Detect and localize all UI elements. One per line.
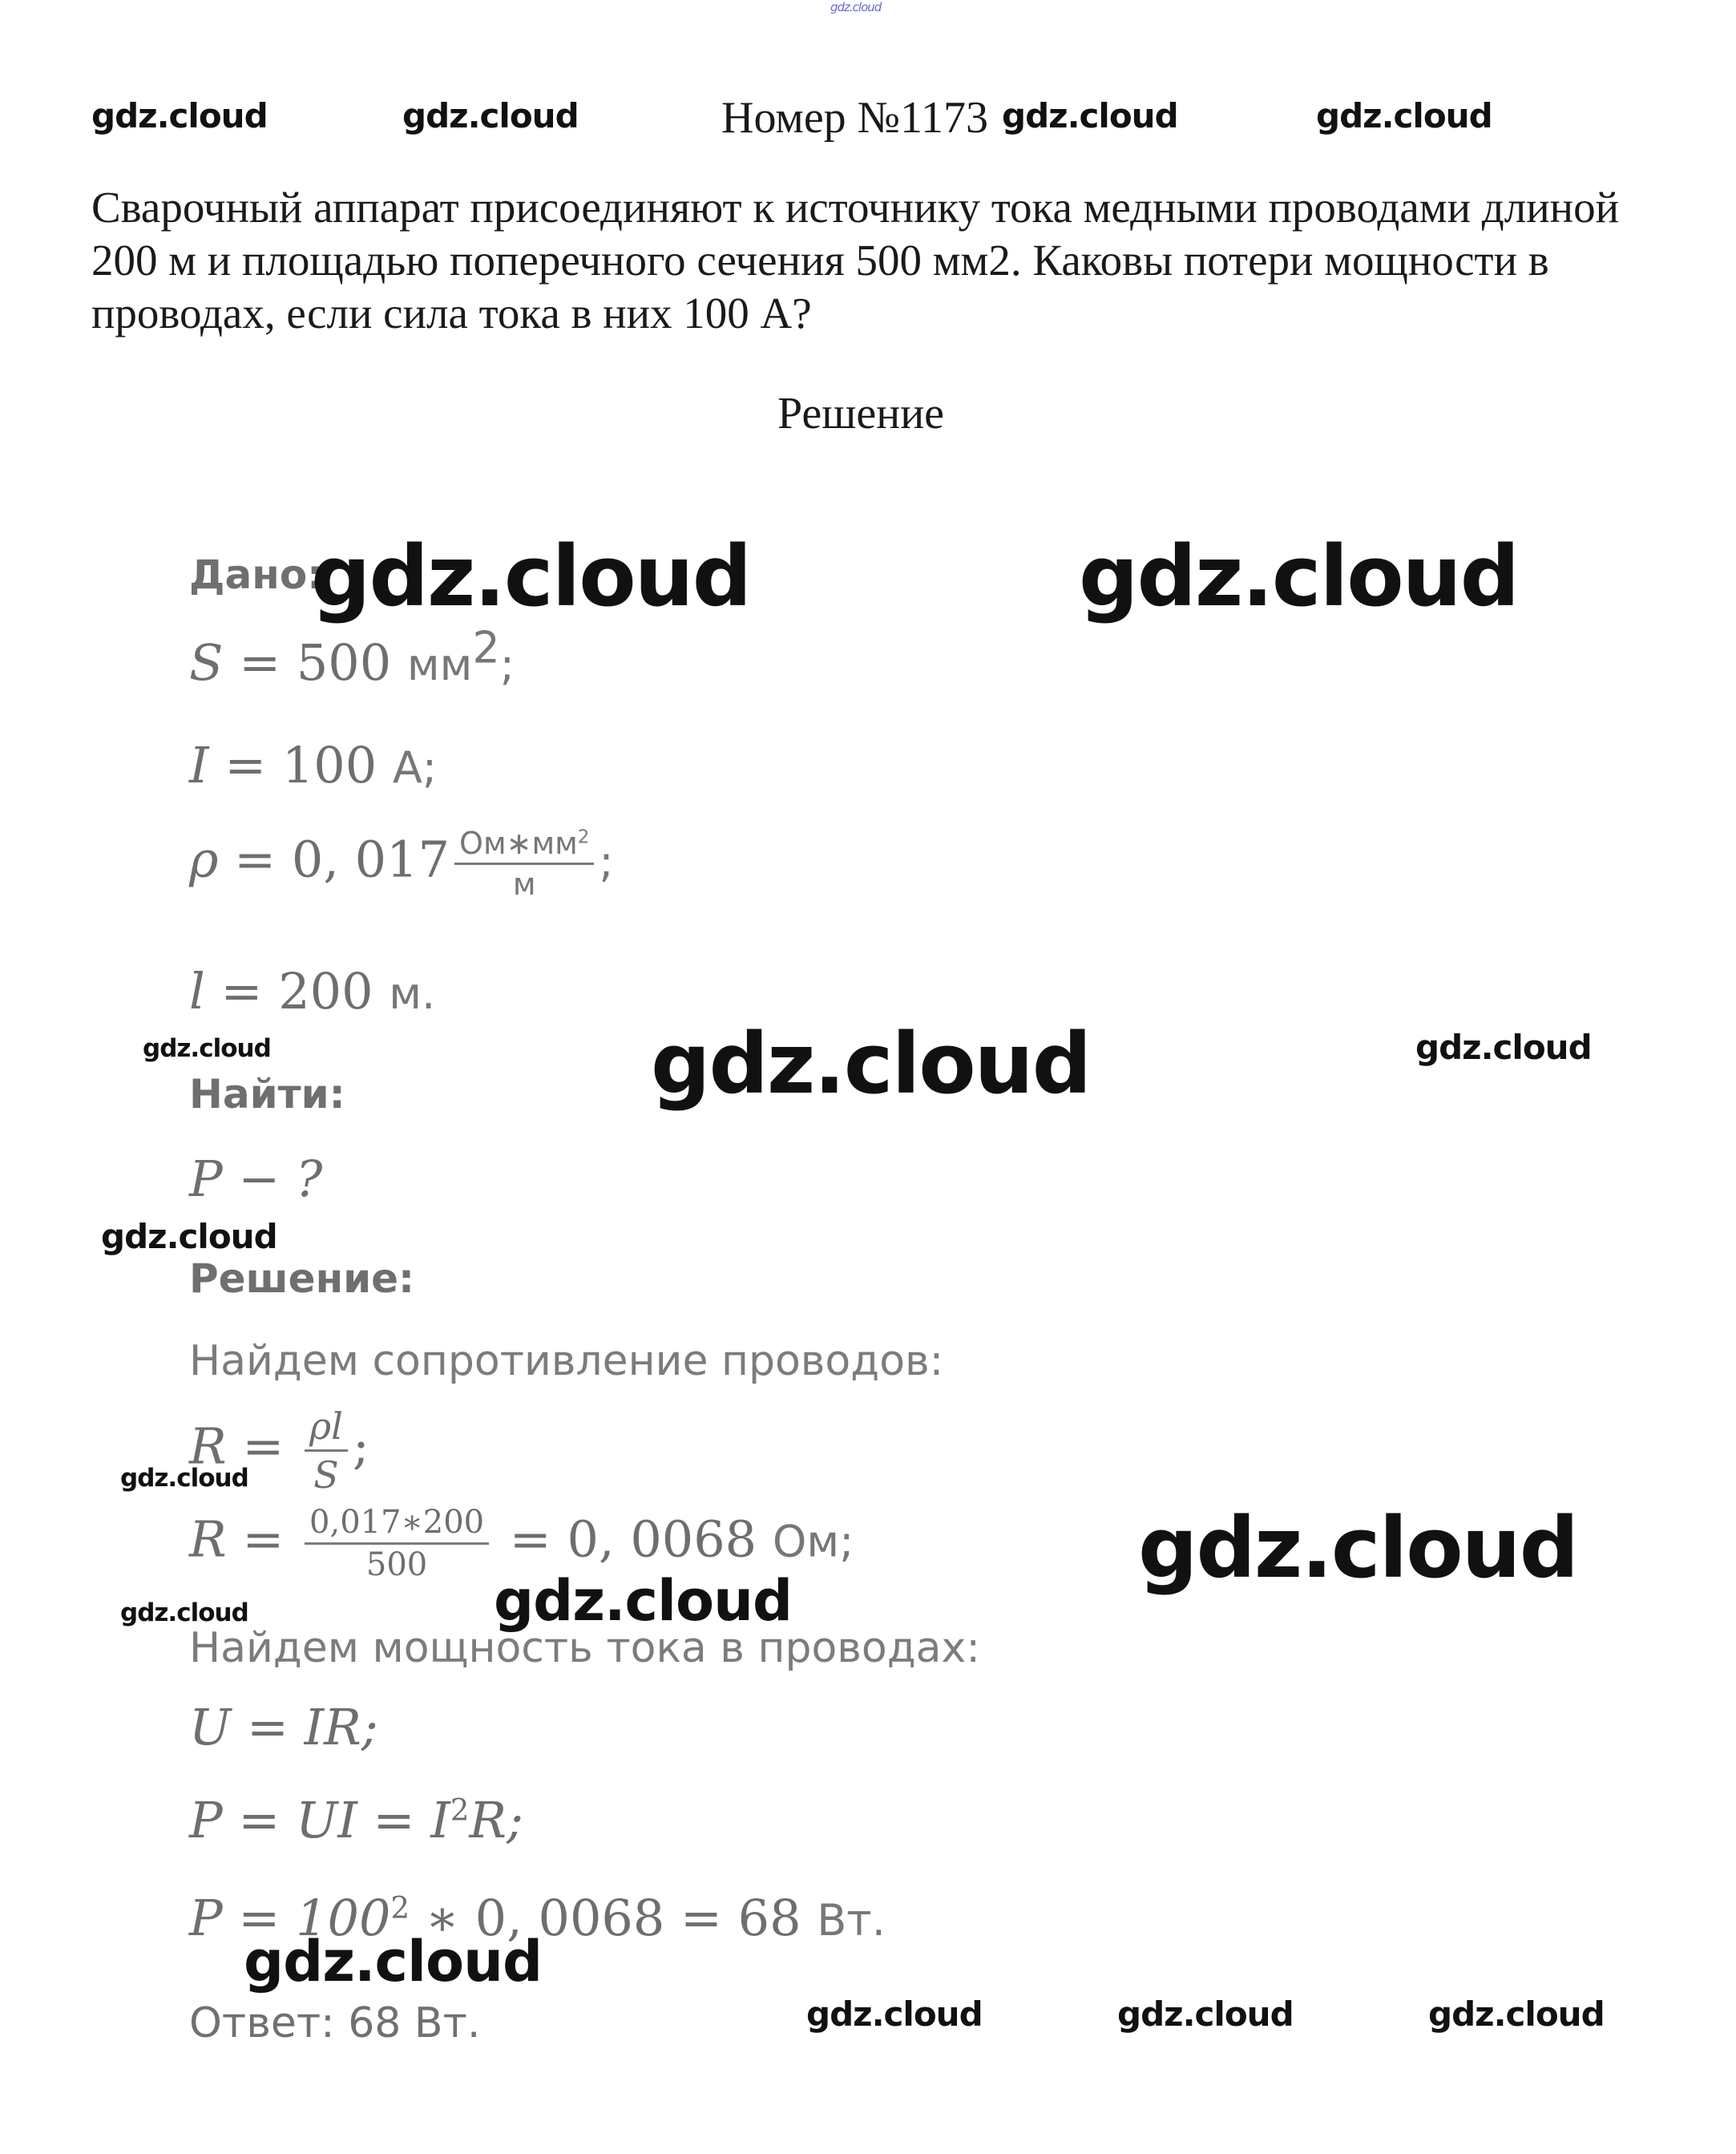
watermark: gdz.cloud — [1428, 1994, 1605, 2034]
watermark: gdz.cloud — [120, 1598, 248, 1627]
watermark: gdz.cloud — [494, 1568, 793, 1634]
given-resistivity: ρ = 0, 017 $\frac{Ом∗мм^2}{м}$ ; — [189, 826, 614, 902]
var-rho: ρ — [189, 830, 219, 889]
watermark: gdz.cloud — [651, 1015, 1091, 1113]
step2-text: Найдем мощность тока в проводах: — [189, 1624, 980, 1672]
voltage-formula: U = IR; — [189, 1698, 378, 1756]
watermark: gdz.cloud — [1316, 96, 1492, 135]
given-area: S = 500 $мм^2$; — [189, 622, 515, 692]
resistivity-unit-num: Ом∗мм — [459, 826, 578, 861]
resistance-formula: R = $\frac{\rho l}{S}$ ; — [189, 1404, 369, 1497]
find-label: Найти: — [189, 1071, 345, 1117]
current-value: = 100 — [208, 736, 393, 794]
current-unit: А; — [392, 742, 438, 793]
watermark: gdz.cloud — [101, 1217, 277, 1256]
watermark: gdz.cloud — [1002, 96, 1178, 135]
page-title: Номер №1173 — [721, 93, 989, 143]
watermark: gdz.cloud — [402, 96, 579, 135]
area-value: = 500 — [223, 633, 407, 692]
watermark: gdz.cloud — [143, 1034, 271, 1063]
given-length — [189, 962, 435, 1020]
watermark: gdz.cloud — [806, 1994, 983, 2034]
watermark: gdz.cloud — [1117, 1994, 1294, 2034]
watermark: gdz.cloud — [244, 1929, 543, 1994]
given-current — [189, 736, 437, 794]
var-s: S — [189, 633, 224, 692]
step1-text: Найдем сопротивление проводов: — [189, 1337, 944, 1385]
area-unit: мм — [406, 640, 473, 690]
solution-label: Решение: — [189, 1255, 415, 1302]
watermark: gdz.cloud — [91, 96, 268, 135]
length-unit: м. — [389, 968, 436, 1019]
watermark: gdz.cloud — [1079, 527, 1519, 625]
answer-text: Ответ: 68 Вт. — [189, 1999, 481, 2047]
watermark: gdz.cloud — [1138, 1499, 1578, 1597]
resistivity-value: = 0, 017 — [218, 830, 450, 889]
solution-heading: Решение — [777, 389, 945, 438]
given-label: Дано: — [189, 552, 324, 598]
power-formula: P = UI = $I^2R$; — [189, 1791, 523, 1849]
resistance-calculation: R = $\frac{0,017∗200}{500}$ = 0, 0068 Ом; — [189, 1504, 854, 1583]
length-value: = 200 — [204, 962, 390, 1020]
watermark: gdz.cloud — [1415, 1028, 1592, 1067]
var-i: I — [189, 736, 209, 794]
var-l: l — [189, 962, 205, 1020]
resistivity-unit-den: м — [512, 867, 536, 902]
watermark: gdz.cloud — [120, 1464, 248, 1493]
problem-text: Сварочный аппарат присоединяют к источнику тока медными проводами длиной 200 м и площадью поперечного сечения 500 мм2. Каковы потери мощности в проводах, если сила тока в них 100 А? — [91, 183, 1620, 337]
resistivity-unit-fraction: $\frac{Ом∗мм^2}{м}$ — [454, 826, 594, 902]
find-expression: P − ? — [189, 1150, 323, 1208]
watermark: gdz.cloud — [311, 527, 751, 625]
watermark-top: gdz.cloud — [830, 0, 882, 14]
power-calculation: $P = 100^2$ ∗ 0, 0068 = 68 Вт. — [189, 1889, 886, 1947]
